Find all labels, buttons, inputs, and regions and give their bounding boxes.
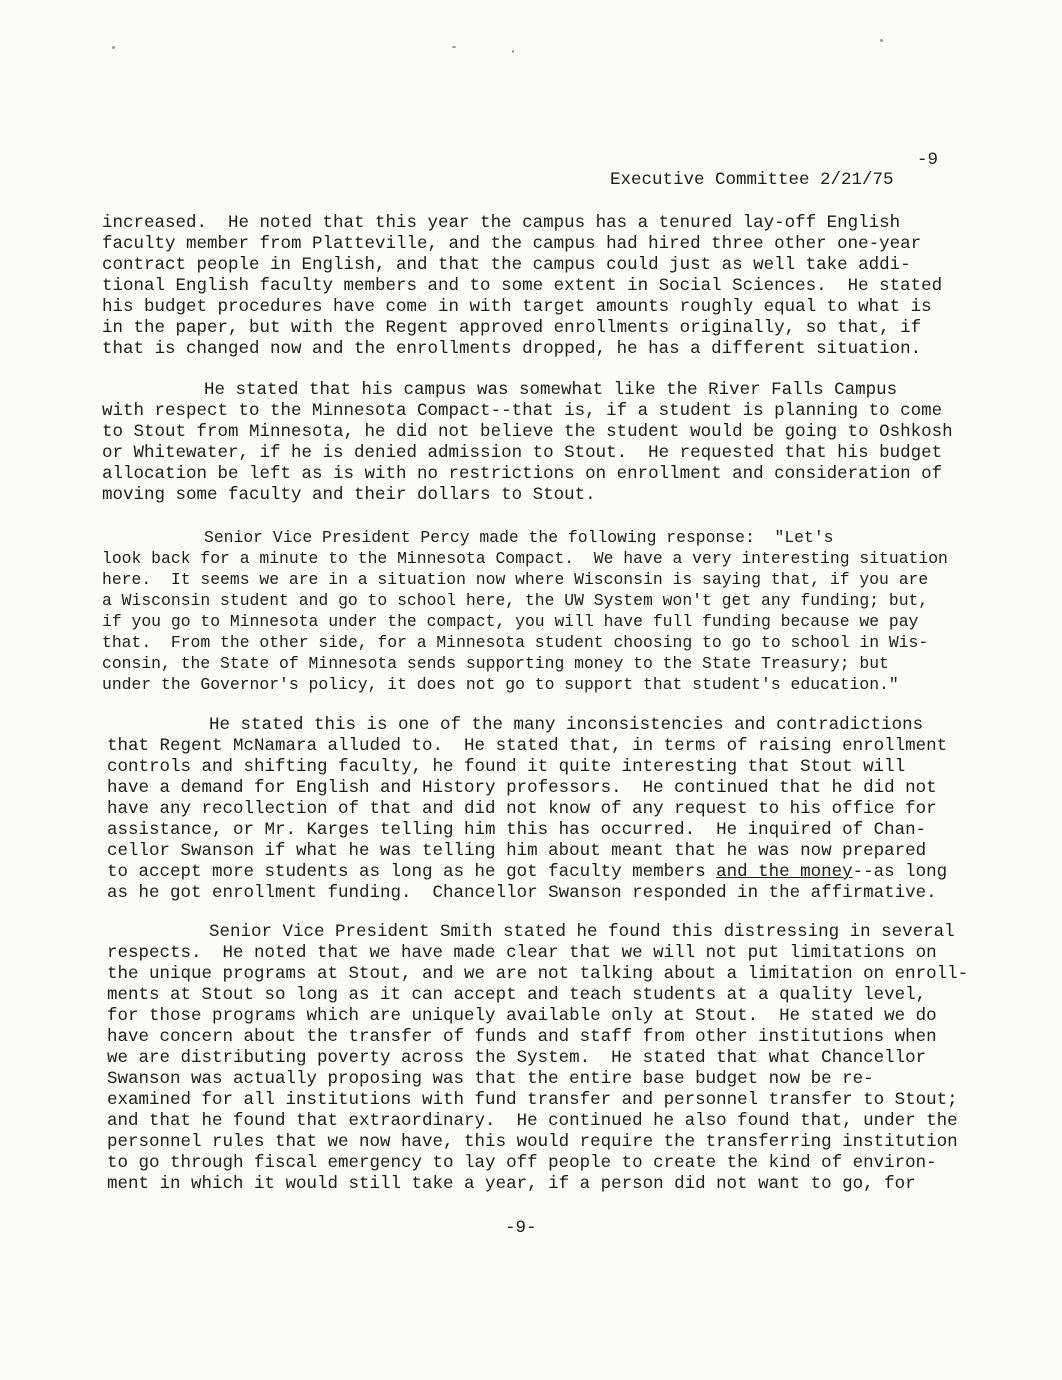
- scan-speck: [452, 46, 456, 48]
- text-line: increased. He noted that this year the campus has a tenured lay-off English: [102, 213, 901, 233]
- text-line: that is changed now and the enrollments dropped, he has a different situation.: [102, 339, 922, 359]
- text-line: have a demand for English and History professors. He continued that he did not: [107, 778, 937, 798]
- text-line: examined for all institutions with fund transfer and personnel transfer to Stout;: [107, 1090, 958, 1110]
- text-line: for those programs which are uniquely available only at Stout. He stated we do: [107, 1006, 937, 1026]
- text-line: under the Governor's policy, it does not go to support that student's education.": [102, 675, 899, 694]
- text-line: Senior Vice President Percy made the following response: "Let's: [204, 528, 834, 547]
- text-line: respects. He noted that we have made clear that we will not put limitations on: [107, 943, 937, 963]
- text-line: Senior Vice President Smith stated he found this distressing in several: [209, 922, 955, 942]
- page-footer-number: -9-: [505, 1218, 537, 1238]
- text-fragment: to accept more students as long as he got faculty members: [107, 862, 717, 882]
- text-line: the unique programs at Stout, and we are not talking about a limitation on enroll-: [107, 964, 969, 984]
- paragraph-3: [102, 527, 948, 695]
- text-line: allocation be left as is with no restrictions on enrollment and consideration of: [102, 464, 943, 484]
- text-line: have concern about the transfer of funds and staff from other institutions when: [107, 1027, 937, 1047]
- text-line: controls and shifting faculty, he found it quite interesting that Stout will: [107, 757, 906, 777]
- text-line: with respect to the Minnesota Compact--that is, if a student is planning to come: [102, 401, 943, 421]
- header-title: Executive Committee 2/21/75: [610, 170, 894, 190]
- text-line: have any recollection of that and did not know of any request to his office for: [107, 799, 937, 819]
- text-line: personnel rules that we now have, this would require the transferring institution: [107, 1132, 958, 1152]
- text-line: moving some faculty and their dollars to Stout.: [102, 485, 596, 505]
- paragraph-5: [107, 922, 968, 1195]
- text-line: look back for a minute to the Minnesota Compact. We have a very interesting situation: [102, 549, 948, 568]
- text-line: as he got enrollment funding. Chancellor Swanson responded in the affirmative.: [107, 883, 937, 903]
- text-line: we are distributing poverty across the System. He stated that what Chancellor: [107, 1048, 927, 1068]
- header-page-ref: -9: [916, 150, 938, 170]
- text-line: that Regent McNamara alluded to. He stated that, in terms of raising enrollment: [107, 736, 948, 756]
- scan-speck: [512, 50, 514, 53]
- scan-speck: [880, 39, 883, 42]
- text-line: tional English faculty members and to some extent in Social Sciences. He stated: [102, 276, 943, 296]
- text-line: a Wisconsin student and go to school here, the UW System won't get any funding; but,: [102, 591, 929, 610]
- text-line: assistance, or Mr. Karges telling him this has occurred. He inquired of Chan-: [107, 820, 927, 840]
- paragraph-1: [102, 213, 942, 360]
- text-line: contract people in English, and that the campus could just as well take addi-: [102, 255, 911, 275]
- text-line: to go through fiscal emergency to lay off people to create the kind of environ-: [107, 1153, 937, 1173]
- text-line: here. It seems we are in a situation now where Wisconsin is saying that, if you are: [102, 570, 929, 589]
- text-line: consin, the State of Minnesota sends supporting money to the State Treasury; but: [102, 654, 889, 673]
- scan-speck: [112, 46, 115, 49]
- text-line: if you go to Minnesota under the compact, you will have full funding because we pay: [102, 612, 919, 631]
- underlined-phrase: and the money: [716, 862, 853, 882]
- text-line: and that he found that extraordinary. He continued he also found that, under the: [107, 1111, 958, 1131]
- text-line: to Stout from Minnesota, he did not believe the student would be going to Oshkosh: [102, 422, 953, 442]
- text-line: ments at Stout so long as it can accept and teach students at a quality level,: [107, 985, 927, 1005]
- text-line: ment in which it would still take a year, if a person did not want to go, for: [107, 1174, 916, 1194]
- paragraph-2: [102, 380, 953, 506]
- text-line: his budget procedures have come in with target amounts roughly equal to what is: [102, 297, 932, 317]
- text-line: in the paper, but with the Regent approved enrollments originally, so that, if: [102, 318, 922, 338]
- text-fragment: --as long: [852, 862, 948, 882]
- text-line: Swanson was actually proposing was that the entire base budget now be re-: [107, 1069, 874, 1089]
- text-line: [107, 862, 947, 883]
- text-line: He stated this is one of the many inconsistencies and contradictions: [209, 715, 924, 735]
- text-line: or Whitewater, if he is denied admission to Stout. He requested that his budget: [102, 443, 943, 463]
- text-line: that. From the other side, for a Minnesota student choosing to go to school in Wis-: [102, 633, 929, 652]
- text-line: cellor Swanson if what he was telling him about meant that he was now prepared: [107, 841, 927, 861]
- text-line: He stated that his campus was somewhat like the River Falls Campus: [204, 380, 898, 400]
- text-line: faculty member from Platteville, and the campus had hired three other one-year: [102, 234, 922, 254]
- paragraph-4: [107, 715, 947, 904]
